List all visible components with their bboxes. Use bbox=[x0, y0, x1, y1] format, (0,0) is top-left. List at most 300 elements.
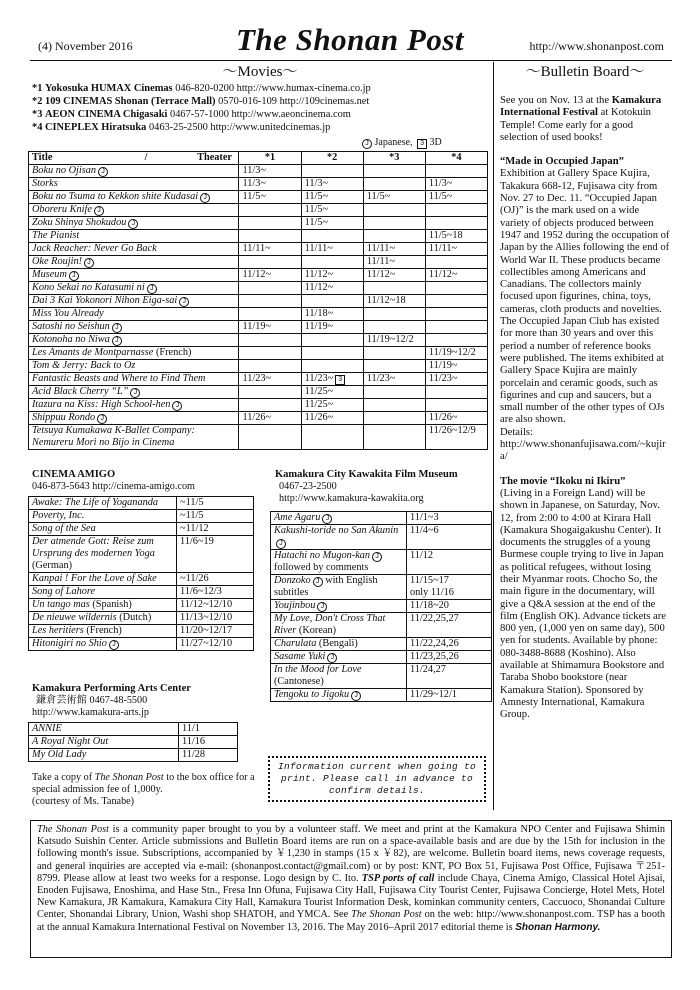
film-title bbox=[271, 651, 407, 664]
date-text: 11/26~12/9 bbox=[428, 425, 476, 436]
cinema-name: Yokosuka HUMAX Cinemas bbox=[45, 83, 173, 94]
movie-title bbox=[29, 230, 239, 243]
date-text: 11/5~ bbox=[304, 191, 329, 202]
showing-date bbox=[363, 360, 425, 373]
showing-date bbox=[301, 282, 363, 295]
japanese-symbol-icon: J bbox=[327, 653, 337, 663]
showing-date bbox=[301, 191, 363, 204]
date-text: 11/25~ bbox=[304, 399, 334, 410]
date-text: 11/23~ bbox=[366, 373, 396, 384]
kawakita-url[interactable]: http://www.kamakura-kawakita.org bbox=[279, 493, 424, 505]
film-title bbox=[271, 600, 407, 613]
cinema-key: *4 bbox=[32, 122, 43, 133]
showing-date bbox=[363, 386, 425, 399]
film-date bbox=[407, 550, 492, 575]
showing-date bbox=[425, 386, 487, 399]
date-text: ~11/12 bbox=[180, 523, 209, 534]
date-text: 11/3~ bbox=[428, 178, 453, 189]
film-date bbox=[177, 523, 254, 536]
showing-date bbox=[301, 321, 363, 334]
film-title-text: Hatachi no Mugon-kan bbox=[274, 550, 371, 561]
table-row bbox=[29, 243, 488, 256]
showing-date bbox=[425, 282, 487, 295]
movie-title bbox=[29, 165, 239, 178]
movie-title-text: Jack Reacher: Never Go Back bbox=[32, 243, 157, 254]
japanese-symbol-icon: J bbox=[313, 577, 323, 587]
showing-date bbox=[425, 399, 487, 412]
showing-date bbox=[363, 269, 425, 282]
date-text: 11/19~ bbox=[304, 321, 334, 332]
japanese-symbol-icon: J bbox=[179, 297, 189, 307]
movie-title bbox=[29, 386, 239, 399]
showing-date bbox=[239, 204, 301, 217]
japanese-symbol-icon: J bbox=[172, 401, 182, 411]
showing-date bbox=[363, 282, 425, 295]
japanese-symbol-icon: J bbox=[112, 336, 122, 346]
movie-title-text: Oke Roujin! bbox=[32, 256, 83, 267]
showing-date bbox=[239, 178, 301, 191]
table-row bbox=[271, 575, 492, 600]
movie-title bbox=[29, 204, 239, 217]
date-text: 11/11~ bbox=[366, 243, 395, 254]
date-text: 11/29~12/1 bbox=[410, 689, 457, 700]
date-text: 11/26~ bbox=[242, 412, 272, 423]
cinema-key: *1 bbox=[32, 83, 43, 94]
table-row bbox=[29, 256, 488, 269]
film-date bbox=[177, 612, 254, 625]
cinema-info: 046-820-0200 http://www.humax-cinema.co.jp bbox=[175, 83, 371, 94]
japanese-symbol-icon: J bbox=[200, 193, 210, 203]
table-row bbox=[29, 165, 488, 178]
masthead-title: The Shonan Post bbox=[235, 22, 464, 57]
film-title bbox=[29, 599, 177, 612]
showing-date bbox=[301, 295, 363, 308]
showing-date bbox=[301, 386, 363, 399]
date-text: 11/22,24,26 bbox=[410, 638, 459, 649]
film-title-text: Donzoko bbox=[274, 575, 311, 586]
date-text: 11/12~ bbox=[428, 269, 458, 280]
film-title bbox=[271, 550, 407, 575]
table-row bbox=[271, 525, 492, 550]
date-text: ~11/5 bbox=[180, 497, 204, 508]
movie-title bbox=[29, 347, 239, 360]
kpac-name: Kamakura Performing Arts Center bbox=[32, 683, 191, 694]
date-text: 11/5~ bbox=[428, 191, 453, 202]
showing-date bbox=[425, 178, 487, 191]
film-note: with English subtitles bbox=[274, 575, 378, 598]
date-text: 11/12~ bbox=[242, 269, 272, 280]
table-row bbox=[29, 736, 238, 749]
japanese-symbol-icon: J bbox=[109, 640, 119, 650]
showing-date bbox=[301, 425, 363, 450]
legend-3d: 3D bbox=[429, 137, 442, 148]
cinema-entry bbox=[32, 82, 487, 95]
showing-date bbox=[301, 347, 363, 360]
col-title-theater: Title / Theater bbox=[29, 152, 239, 165]
showing-date bbox=[239, 399, 301, 412]
film-title bbox=[271, 613, 407, 638]
showing-date bbox=[425, 321, 487, 334]
showing-date bbox=[301, 256, 363, 269]
date-text: 11/28 bbox=[182, 749, 206, 760]
film-note: (Spanish) bbox=[92, 599, 132, 610]
movie-title-text: Zoku Shinya Shokudou bbox=[32, 217, 127, 228]
table-row bbox=[29, 510, 254, 523]
showing-date bbox=[301, 399, 363, 412]
showing-date bbox=[363, 243, 425, 256]
movie-title bbox=[29, 412, 239, 425]
issue-date: (4) November 2016 bbox=[38, 39, 133, 53]
date-text: 11/18~ bbox=[304, 308, 334, 319]
date-text: 11/5~ bbox=[366, 191, 391, 202]
movie-title-text: Dai 3 Kai Yokonori Nihon Eiga-sai bbox=[32, 295, 178, 306]
film-note: (Cantonese) bbox=[274, 676, 324, 687]
movie-title bbox=[29, 217, 239, 230]
film-title bbox=[29, 536, 177, 573]
date-text: 11/3~ bbox=[304, 178, 329, 189]
date-text: 11/5~ bbox=[304, 217, 329, 228]
film-date bbox=[407, 689, 492, 702]
movie-title bbox=[29, 243, 239, 256]
date-text: 11/11~ bbox=[366, 256, 395, 267]
film-title-text: Kakushi-toride no San Akunin bbox=[274, 525, 399, 536]
cinema-info: 0463-25-2500 http://www.unitedcinemas.jp bbox=[148, 122, 331, 133]
cinema-amigo-info: 046-873-5643 http://cinema-amigo.com bbox=[32, 481, 195, 493]
film-date bbox=[407, 512, 492, 525]
movie-title-text: Satoshi no Seishun bbox=[32, 321, 110, 332]
showing-date bbox=[239, 295, 301, 308]
showing-date bbox=[239, 373, 301, 386]
website-url[interactable]: http://www.shonanpost.com bbox=[529, 39, 664, 53]
film-title bbox=[29, 510, 177, 523]
showing-date bbox=[425, 373, 487, 386]
date-text: 11/19~ bbox=[428, 360, 458, 371]
table-row bbox=[29, 204, 488, 217]
movie-title-text: Boku no Tsuma to Kekkon shite Kudasai bbox=[32, 191, 199, 202]
film-title-text: A Royal Night Out bbox=[32, 736, 109, 747]
film-date bbox=[407, 613, 492, 638]
showing-date bbox=[363, 373, 425, 386]
showing-date bbox=[239, 230, 301, 243]
date-text: 11/15~17 bbox=[410, 575, 449, 586]
japanese-symbol-icon: J bbox=[98, 167, 108, 177]
date-text: 11/26~ bbox=[304, 412, 334, 423]
date-text: 11/23~ bbox=[428, 373, 458, 384]
showing-date bbox=[425, 334, 487, 347]
symbol-legend bbox=[360, 137, 442, 149]
film-title bbox=[29, 736, 179, 749]
table-row bbox=[29, 230, 488, 243]
showing-date bbox=[239, 282, 301, 295]
date-text: 11/23,25,26 bbox=[410, 651, 459, 662]
movie-title-text: Tom & Jerry: Back to Oz bbox=[32, 360, 136, 371]
table-row bbox=[29, 399, 488, 412]
table-row bbox=[29, 625, 254, 638]
japanese-symbol-icon: J bbox=[97, 414, 107, 424]
date-text: 11/18~20 bbox=[410, 600, 449, 611]
film-note: (Bengali) bbox=[318, 638, 358, 649]
table-row bbox=[29, 536, 254, 573]
table-row bbox=[29, 321, 488, 334]
showing-date bbox=[239, 269, 301, 282]
film-title bbox=[271, 638, 407, 651]
showing-date bbox=[425, 217, 487, 230]
table-row bbox=[29, 638, 254, 651]
legend-japanese: Japanese, bbox=[374, 137, 413, 148]
movie-title bbox=[29, 373, 239, 386]
film-title bbox=[29, 749, 179, 762]
table-row bbox=[29, 497, 254, 510]
japanese-symbol-icon: J bbox=[84, 258, 94, 268]
kpac-block bbox=[32, 683, 262, 719]
showing-date bbox=[425, 191, 487, 204]
japanese-symbol-icon: J bbox=[351, 691, 361, 701]
movie-title bbox=[29, 269, 239, 282]
movie-title bbox=[29, 399, 239, 412]
bulletin-item-url[interactable]: http://www.shonanfujisawa.com/~kujira/ bbox=[500, 439, 666, 463]
movie-title-text: Museum bbox=[32, 269, 67, 280]
movie-title-text: Boku no Ojisan bbox=[32, 165, 97, 176]
cinema-name: AEON CINEMA Chigasaki bbox=[45, 109, 168, 120]
table-row bbox=[29, 612, 254, 625]
movie-title-text: Nemureru Mori no Bijo in Cinema bbox=[32, 437, 175, 448]
movie-title bbox=[29, 334, 239, 347]
film-date bbox=[407, 651, 492, 664]
date-text: 11/19~12/2 bbox=[366, 334, 414, 345]
film-title-text: Der atmende Gott: Reise zum Ursprung des modernen Yoga bbox=[32, 536, 155, 559]
movie-title-text: Oboreru Knife bbox=[32, 204, 92, 215]
header-rule bbox=[30, 60, 672, 61]
col-theater-3: *3 bbox=[363, 152, 425, 165]
japanese-symbol-icon: J bbox=[94, 206, 104, 216]
bulletin-board bbox=[500, 95, 670, 734]
showing-date bbox=[425, 165, 487, 178]
showing-date bbox=[301, 360, 363, 373]
showing-date bbox=[425, 412, 487, 425]
date-text: 11/24,27 bbox=[410, 664, 446, 675]
movie-title-text: Kono Sekai no Katasumi ni bbox=[32, 282, 145, 293]
movie-title-text: Acid Black Cherry “L” bbox=[32, 386, 129, 397]
date-text: 11/12 bbox=[410, 550, 434, 561]
date-text: 11/12~ bbox=[304, 269, 334, 280]
showing-date bbox=[239, 347, 301, 360]
date-text: only 11/16 bbox=[410, 587, 454, 598]
film-title-text: Song of the Sea bbox=[32, 523, 96, 534]
japanese-symbol-icon: J bbox=[317, 602, 327, 612]
table-row bbox=[29, 412, 488, 425]
cinema-list bbox=[32, 82, 487, 134]
film-title-text: Youjinbou bbox=[274, 600, 316, 611]
cinema-info: 0467-57-1000 http://www.aeoncinema.com bbox=[170, 109, 351, 120]
date-text: 11/5~ bbox=[304, 204, 329, 215]
film-note: (French) bbox=[86, 625, 122, 636]
film-date bbox=[177, 536, 254, 573]
film-title-text: De nieuwe wildernis bbox=[32, 612, 117, 623]
showing-date bbox=[363, 321, 425, 334]
showing-date bbox=[363, 347, 425, 360]
date-text: 11/12~12/10 bbox=[180, 599, 233, 610]
showing-date bbox=[425, 308, 487, 321]
film-title-text: Ame Agaru bbox=[274, 512, 321, 523]
showing-date bbox=[363, 204, 425, 217]
showing-date bbox=[239, 334, 301, 347]
date-text: 11/13~12/10 bbox=[180, 612, 233, 623]
film-date bbox=[179, 749, 238, 762]
film-title bbox=[29, 723, 179, 736]
info-notice: Information current when going to print. Please call in advance to confirm details. bbox=[268, 756, 486, 802]
table-row bbox=[29, 599, 254, 612]
movie-title bbox=[29, 308, 239, 321]
footer-info-box: The Shonan Post is a community paper brought to you by a volunteer staff. We meet and print at the Kamakura NPO Center and Fujisawa Shimin Katsudo Suishin Center. Article submissions and Bulletin Board items are run on a space-available basis and are due by the 15th for inclusion in the following month's issue. Subscriptions, accompanied by ￥1,230 in stamps (15 x ￥82), are welcome. Bulletin board items, news coverage requests, and general inquiries are accepted via e-mail: (shonanpost.contact@gmail.com) or by post: KNT, PO Box 51, Fujisawa Post Office, Fujisawa 〒251-8799. Please allow at least two weeks for a response. Logo design by C. Ito. TSP ports of call include Chaya, Cinema Amigo, Classical Hotel Ajisai, Enoden Fujisawa, Enoshima, and Hase Stn., Fresa Inn Ofuna, Fujisawa City Hall, Fujisawa City Tourist Center, Fujisawa Concierge, Hotel Mets, Hotel New Kamakura, JR Kamakura, Kamakura City Hall, Kamakura Tourist Information Desk, kominkan community centers, Caccuoco, Shonandai Culture Center, Shonandai Library, Union, Washi shop SHATOH, and YMCA. See The Shonan Post on the web: http://www.shonanpost.com. TSP has a booth at the annual Kamakura International Festival on November 13, 2016. The May 2016–April 2017 editorial theme is Shonan Harmony. bbox=[30, 820, 672, 958]
film-note: (Korean) bbox=[298, 625, 337, 636]
cinema-amigo-block bbox=[32, 469, 262, 493]
col-theater-2: *2 bbox=[301, 152, 363, 165]
cinema-key: *2 bbox=[32, 96, 43, 107]
film-note: (Dutch) bbox=[119, 612, 152, 623]
table-row bbox=[29, 217, 488, 230]
date-text: ~11/5 bbox=[180, 510, 204, 521]
showing-date bbox=[239, 360, 301, 373]
film-date bbox=[177, 573, 254, 586]
table-row bbox=[29, 586, 254, 599]
language-note: (French) bbox=[155, 347, 192, 358]
kpac-table bbox=[28, 722, 238, 762]
showing-date bbox=[301, 373, 363, 386]
japanese-symbol-icon: J bbox=[372, 552, 382, 562]
showing-date bbox=[301, 230, 363, 243]
showing-date bbox=[301, 165, 363, 178]
cinema-name: 109 CINEMAS Shonan (Terrace Mall) bbox=[45, 96, 216, 107]
showing-date bbox=[425, 230, 487, 243]
date-text: 11/19~ bbox=[242, 321, 272, 332]
showing-date bbox=[301, 217, 363, 230]
film-title-text: Les heritiers bbox=[32, 625, 84, 636]
film-title-text: Sasame Yuki bbox=[274, 651, 326, 662]
date-text: 11/25~ bbox=[304, 386, 334, 397]
kpac-url[interactable]: http://www.kamakura-arts.jp bbox=[32, 707, 150, 719]
showing-date bbox=[363, 308, 425, 321]
showing-date bbox=[301, 178, 363, 191]
film-title bbox=[29, 523, 177, 536]
film-title-text: In the Mood for Love bbox=[274, 664, 362, 675]
film-date bbox=[179, 723, 238, 736]
table-row bbox=[29, 360, 488, 373]
japanese-symbol-icon: J bbox=[112, 323, 122, 333]
film-title-text: Poverty, Inc. bbox=[32, 510, 85, 521]
japanese-symbol-icon: J bbox=[147, 284, 157, 294]
film-date bbox=[179, 736, 238, 749]
movie-title bbox=[29, 256, 239, 269]
showing-date bbox=[363, 230, 425, 243]
table-row bbox=[271, 664, 492, 689]
date-text: 11/19~12/2 bbox=[428, 347, 476, 358]
film-title-text: Tengoku to Jigoku bbox=[274, 689, 350, 700]
date-text: 11/1 bbox=[182, 723, 200, 734]
date-text: 11/11~ bbox=[428, 243, 458, 254]
table-row bbox=[271, 689, 492, 702]
kawakita-name: Kamakura City Kawakita Film Museum bbox=[275, 469, 458, 480]
date-text: 11/12~ bbox=[304, 282, 334, 293]
date-text: 11/23~ bbox=[242, 373, 272, 384]
movie-title-text: Kotonoha no Niwa bbox=[32, 334, 110, 345]
cinema-entry bbox=[32, 121, 487, 134]
japanese-symbol-icon: J bbox=[322, 514, 332, 524]
movie-title-text: Tetsuya Kumakawa K-Ballet Company: bbox=[32, 425, 195, 436]
table-row bbox=[29, 269, 488, 282]
movie-title bbox=[29, 191, 239, 204]
film-note: followed by comments bbox=[274, 562, 369, 573]
film-title bbox=[271, 512, 407, 525]
movie-title bbox=[29, 360, 239, 373]
3d-symbol-icon: 3 bbox=[417, 139, 427, 149]
bulletin-item-occupied-japan: “Made in Occupied Japan” Exhibition at Gallery Space Kujira, Takakura 668-12, Fujisawa city from Nov. 27 to Dec. 11. “Occupied Japan (OJ)” is the mark used on a wide variety of objects produced between 1947 and 1952 during the occupation of Japan by the Allies following the end of World War II. These products became collectibles among Americans and Canadians. The collectors mainly focused upon figurines, china, toys, cameras, cloth products and novelties. The Occupied Japan Club has existed for more than 30 years and over this period a number of reference books were published. The items exhibited at Gallery Space Kujira are mainly porcelain and ceramic goods, such as figurines and cup and saucers, but a small number of the other types of OJs are also shown. Details: http://www.shonanfujisawa.com/~kujira/ bbox=[500, 156, 670, 463]
date-text: 11/22,25,27 bbox=[410, 613, 459, 624]
showing-date bbox=[363, 295, 425, 308]
cinema-entry bbox=[32, 95, 487, 108]
movie-title bbox=[29, 295, 239, 308]
film-title-text: Hitonigiri no Shio bbox=[32, 638, 107, 649]
showing-date bbox=[301, 412, 363, 425]
movie-title-text: Itazura na Kiss: High School-hen bbox=[32, 399, 171, 410]
table-row bbox=[29, 191, 488, 204]
table-row bbox=[271, 651, 492, 664]
film-title-text: ANNIE bbox=[32, 723, 62, 734]
table-row bbox=[29, 523, 254, 536]
kawakita-phone: 0467-23-2500 bbox=[279, 481, 337, 493]
movie-title bbox=[29, 178, 239, 191]
date-text: 11/11~ bbox=[304, 243, 333, 254]
showing-date bbox=[239, 321, 301, 334]
showing-date bbox=[425, 347, 487, 360]
film-title bbox=[271, 525, 407, 550]
table-header-row bbox=[29, 152, 488, 165]
kawakita-table bbox=[270, 511, 492, 702]
showing-date bbox=[363, 412, 425, 425]
showing-date bbox=[425, 295, 487, 308]
movie-title bbox=[29, 282, 239, 295]
showing-date bbox=[239, 165, 301, 178]
showing-date bbox=[239, 217, 301, 230]
film-date bbox=[177, 638, 254, 651]
film-date bbox=[177, 497, 254, 510]
showing-date bbox=[363, 256, 425, 269]
showing-date bbox=[301, 204, 363, 217]
table-row bbox=[29, 373, 488, 386]
showing-date bbox=[239, 386, 301, 399]
japanese-symbol-icon: J bbox=[69, 271, 79, 281]
kpac-info: 鎌倉芸術館 0467-48-5500 bbox=[36, 695, 148, 707]
bulletin-intro: See you on Nov. 13 at the Kamakura International Festival at Kotokuin Temple! Come early for a good selection of used books! bbox=[500, 95, 662, 143]
movie-title bbox=[29, 425, 239, 450]
cinema-amigo-table bbox=[28, 496, 254, 651]
table-row bbox=[29, 749, 238, 762]
film-title-text: Charulata bbox=[274, 638, 317, 649]
film-date bbox=[407, 664, 492, 689]
date-text: 11/5~ bbox=[242, 191, 266, 202]
bulletin-item-ikoku: The movie “Ikoku ni Ikiru” (Living in a Foreign Land) will be shown in Japanese, on Saturday, Nov. 12, from 2:00 to 4:00 at Kirara Hall (Kamakura Shogaigakushu Center). It documents the struggles of a young Burmese couple trying to live in Japan as political refugees, without losing their Myanmar roots. Chocho So, the main figure in the documentary, will give a Q&A session at the end of the film (English OK). Advance tickets are 800 yen, (1,000 yen on same day), 500 yen for students. Available by phone: 080-3488-8688 (Koshino). Also available at Shimamura Bookstore and Taraba Shobo bookstore (near Kamakura Station). Sponsored by Amnesty International, Kamakura Group. bbox=[500, 475, 666, 721]
showing-date bbox=[425, 204, 487, 217]
film-title-text: Awake: The Life of Yogananda bbox=[32, 497, 159, 508]
showing-date bbox=[301, 308, 363, 321]
japanese-symbol-icon: J bbox=[130, 388, 140, 398]
showing-date bbox=[425, 243, 487, 256]
showing-date bbox=[363, 334, 425, 347]
showing-date bbox=[425, 269, 487, 282]
date-text: 11/1~3 bbox=[410, 512, 439, 523]
table-row bbox=[29, 347, 488, 360]
movie-title-text: Storks bbox=[32, 178, 58, 189]
showing-date bbox=[239, 425, 301, 450]
